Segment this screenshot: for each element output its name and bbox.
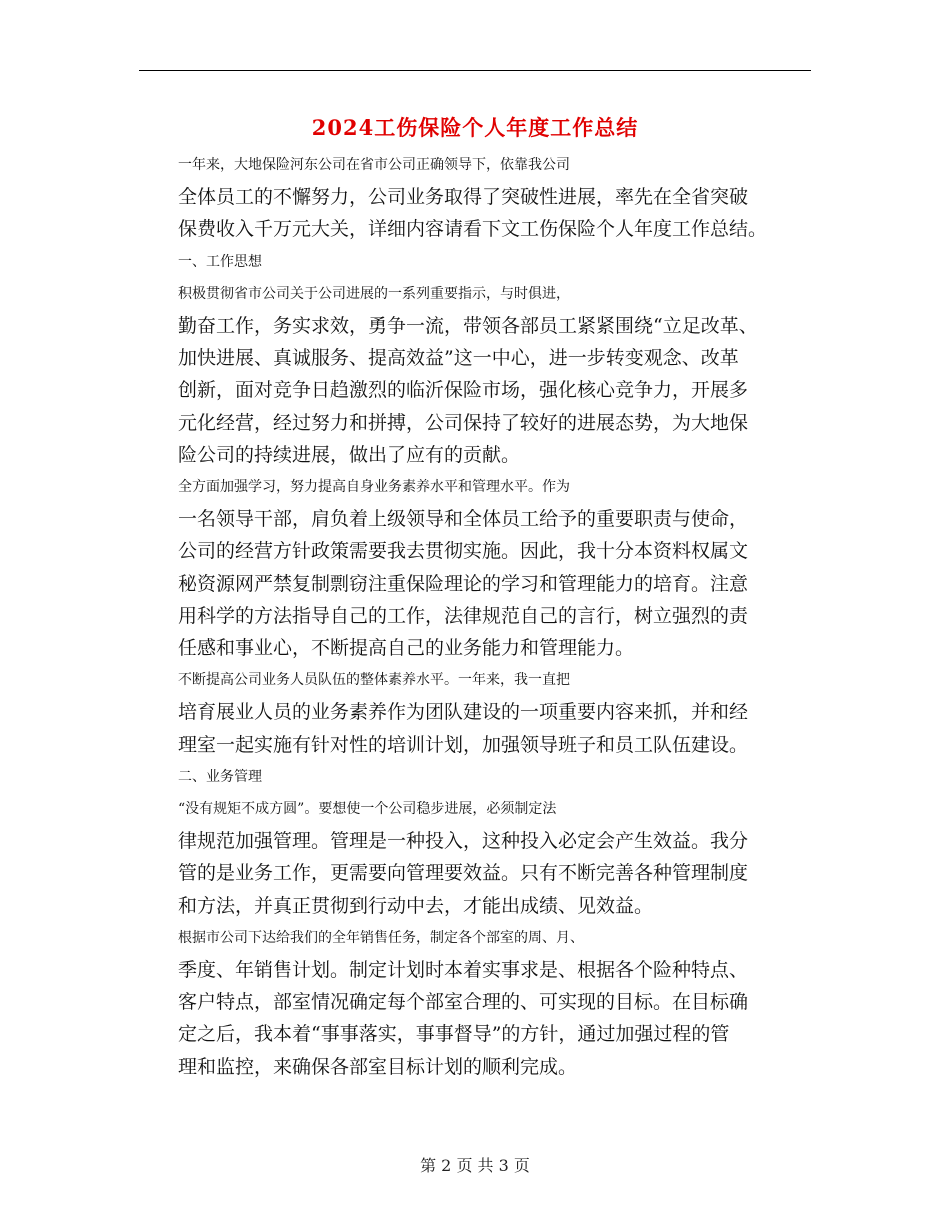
text-line: 勤奋工作，务实求效，勇争一流，带领各部员工紧紧围绕“立足改革、 xyxy=(178,315,758,338)
text-line: 积极贯彻省市公司关于公司进展的一系列重要指示，与时俱进， xyxy=(178,285,570,302)
text-line: 根据市公司下达给我们的全年销售任务，制定各个部室的周、月、 xyxy=(178,929,584,946)
text-line: 一名领导干部，肩负着上级领导和全体员工给予的重要职责与使命， xyxy=(178,508,749,531)
text-line: 险公司的持续进展，做出了应有的贡献。 xyxy=(178,443,521,466)
text-line: 全方面加强学习，努力提高自身业务素养水平和管理水平。作为 xyxy=(178,479,570,496)
page-number-footer: 第 2 页 共 3 页 xyxy=(420,1156,530,1175)
text-line: 理和监控，来确保各部室目标计划的顺利完成。 xyxy=(178,1055,578,1078)
text-line: 客户特点，部室情况确定每个部室合理的、可实现的目标。在目标确 xyxy=(178,991,749,1014)
text-line: 培育展业人员的业务素养作为团队建设的一项重要内容来抓，并和经 xyxy=(178,701,749,724)
section-heading-business-management xyxy=(140,761,812,793)
text-line: 公司的经营方针政策需要我去贯彻实施。因此，我十分本资料权属文 xyxy=(178,540,749,563)
text-line: 理室一起实施有针对性的培训计划，加强领导班子和员工队伍建设。 xyxy=(178,733,749,756)
text-line: 全体员工的不懈努力，公司业务取得了突破性进展，率先在全省突破 xyxy=(178,186,749,209)
paragraph-intro xyxy=(140,149,812,246)
text-line: 加快进展、真诚服务、提高效益”这一中心，进一步转变观念、改革 xyxy=(178,347,739,370)
text-line: 任感和事业心，不断提高自己的业务能力和管理能力。 xyxy=(178,637,635,660)
paragraph-sales-plan xyxy=(140,922,812,1083)
text-line: 二、业务管理 xyxy=(178,768,262,785)
text-line: 律规范加强管理。管理是一种投入，这种投入必定会产生效益。我分 xyxy=(178,830,749,853)
text-line: 管的是业务工作，更需要向管理要效益。只有不断完善各种管理制度 xyxy=(178,862,749,885)
text-line: 一年来，大地保险河东公司在省市公司正确领导下，依靠我公司 xyxy=(178,157,570,173)
text-line: 元化经营，经过努力和拼搏，公司保持了较好的进展态势，为大地保 xyxy=(178,411,749,434)
text-line: 和方法，并真正贯彻到行动中去，才能出成绩、见效益。 xyxy=(178,894,654,917)
text-line: 保费收入千万元大关，详细内容请看下文工伤保险个人年度工作总结。 xyxy=(178,218,768,241)
text-line: 一、工作思想 xyxy=(178,253,262,270)
text-line: 秘资源网严禁复制剽窃注重保险理论的学习和管理能力的培育。注意 xyxy=(178,572,749,595)
paragraph-guidance xyxy=(140,278,812,471)
text-line: “没有规矩不成方圆”。要想使一个公司稳步进展，必须制定法 xyxy=(178,801,557,818)
text-line: 季度、年销售计划。制定计划时本着实事求是、根据各个险种特点、 xyxy=(178,959,749,982)
text-line: 用科学的方法指导自己的工作，法律规范自己的言行，树立强烈的责 xyxy=(178,604,749,627)
document-title: 2024工伤保险个人年度工作总结 xyxy=(311,115,639,140)
text-line: 创新，面对竞争日趋激烈的临沂保险市场，强化核心竞争力，开展多 xyxy=(178,379,749,402)
section-heading-work-thought xyxy=(140,246,812,278)
paragraph-rules xyxy=(140,793,812,922)
header-rule xyxy=(139,70,811,71)
text-line: 不断提高公司业务人员队伍的整体素养水平。一年来，我一直把 xyxy=(178,672,570,689)
document-body xyxy=(140,149,812,1083)
paragraph-learning xyxy=(140,471,812,664)
text-line: 定之后，我本着“事事落实，事事督导”的方针，通过加强过程的管 xyxy=(178,1023,730,1046)
paragraph-team xyxy=(140,664,812,761)
